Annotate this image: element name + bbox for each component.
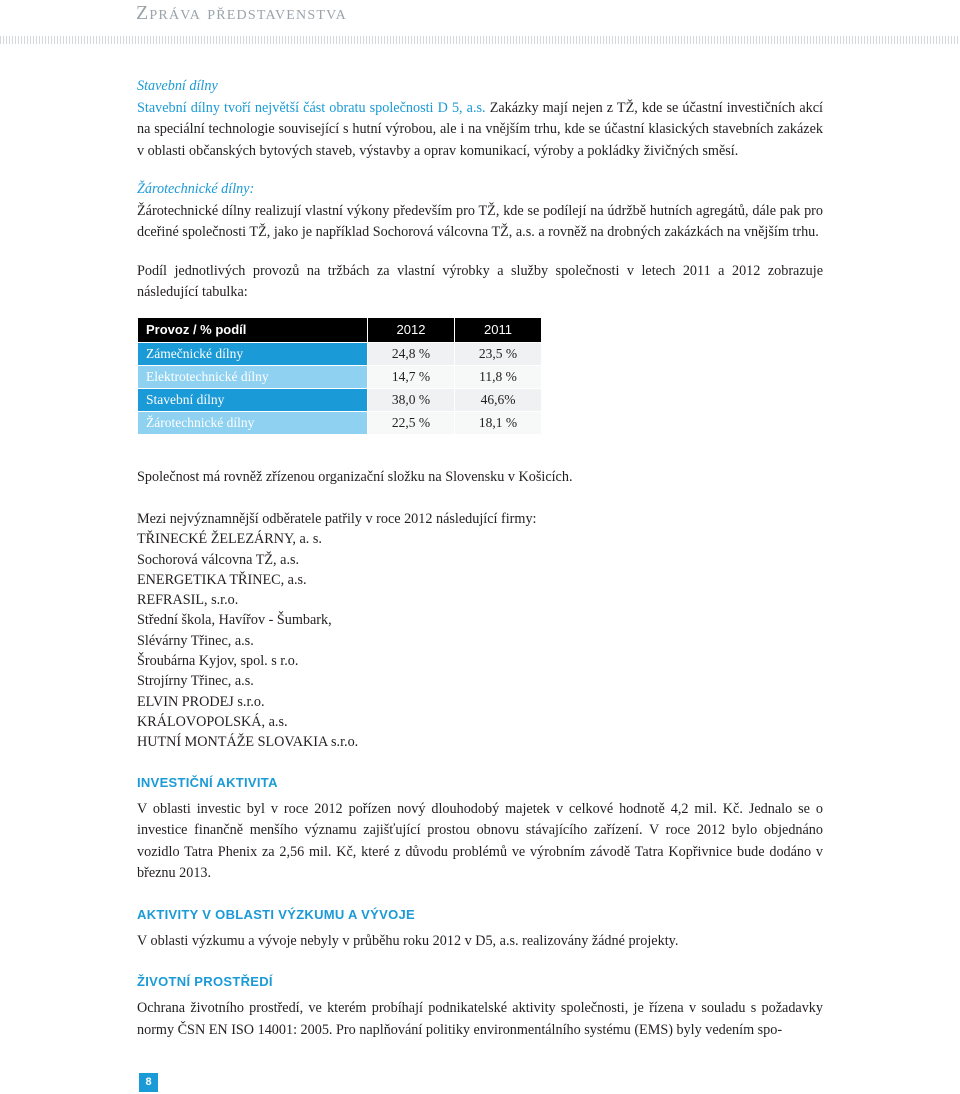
share-table-cell: 23,5 % <box>455 342 542 365</box>
page-content <box>137 76 823 1041</box>
share-table-header-cell: 2012 <box>368 317 455 342</box>
client-item: Střední škola, Havířov - Šumbark, <box>137 612 332 629</box>
client-item: Slévárny Třinec, a.s. <box>137 632 254 649</box>
share-table-row <box>138 365 542 388</box>
share-table-cell: 38,0 % <box>368 388 455 411</box>
zivotni-heading: ŽIVOTNÍ PROSTŘEDÍ <box>137 974 273 990</box>
investicni-heading: INVESTIČNÍ AKTIVITA <box>137 774 278 790</box>
share-table <box>137 317 542 435</box>
share-table-row <box>138 342 542 365</box>
zarotechnicke-text: Žárotechnické dílny realizují vlastní výkony především pro TŽ, kde se podílejí na údržbě hutních agregátů, dále pak pro dceřiné společnosti TŽ, jako je například Sochorová válcovna TŽ, a.s. a rovněž na drobných zakázkách na vnějším trhu. <box>137 202 823 240</box>
zivotni-text: Ochrana životního prostředí, ve kterém probíhají podnikatelské aktivity společnosti, je řízena v souladu s požadavky normy ČSN EN ISO 14001: 2005. Pro naplňování politiky environmentálního systému (EMS) byly vedením spo- <box>137 1000 823 1038</box>
stavebni-label: Stavební dílny <box>137 78 218 94</box>
vyzkum-heading: AKTIVITY V OBLASTI VÝZKUMU A VÝVOJE <box>137 906 415 922</box>
share-table-cell: 18,1 % <box>455 411 542 434</box>
share-table-cell: Stavební dílny <box>138 388 368 411</box>
share-table-cell: 22,5 % <box>368 411 455 434</box>
stavebni-text-rest: Zakázky mají nejen z TŽ, kde se účastní investičních akcí na speciální technologie související s hutní výrobou, ale i na vnějším trhu, kde se účastní klasických stavebních zakázek v oblasti občanských bytových staveb, výstavby a oprav komunikací, výroby a pokládky živičných směsí. <box>137 99 823 159</box>
section-stavebni <box>137 76 823 162</box>
header-rule <box>0 36 960 44</box>
share-table-header-cell: 2011 <box>455 317 542 342</box>
client-item: KRÁLOVOPOLSKÁ, a.s. <box>137 713 288 730</box>
client-item: Strojírny Třinec, a.s. <box>137 673 254 690</box>
stavebni-text <box>137 98 823 163</box>
slovakia-branch-text: Společnost má rovněž zřízenou organizační složku na Slovensku v Košicích. <box>137 468 573 485</box>
share-table-header-cell: Provoz / % podíl <box>138 317 368 342</box>
share-table-row <box>138 388 542 411</box>
share-table-header <box>138 317 542 342</box>
clients-section <box>137 509 823 753</box>
client-item: Sochorová válcovna TŽ, a.s. <box>137 551 300 568</box>
vyzkum-text: V oblasti výzkumu a vývoje nebyly v průběhu roku 2012 v D5, a.s. realizovány žádné projekty. <box>137 932 679 949</box>
investicni-text: V oblasti investic byl v roce 2012 pořízen nový dlouhodobý majetek v celkové hodnotě 4,2 mil. Kč. Jednalo se o investice finančně menšího významu zajišťující prostou obnovu stávajícího zařízení. V roce 2012 bylo objednáno vozidlo Tatra Phenix za 2,56 mil. Kč, které z důvodu problémů ve výrobním závodě Tatra Kopřivnice bude dodáno v březnu 2013. <box>137 800 823 882</box>
share-table-cell: 14,7 % <box>368 365 455 388</box>
client-item: Šroubárna Kyjov, spol. s r.o. <box>137 653 299 670</box>
share-table-row <box>138 411 542 434</box>
share-table-cell: 46,6% <box>455 388 542 411</box>
client-item: TŘINECKÉ ŽELEZÁRNY, a. s. <box>137 531 322 548</box>
zarotechnicke-label: Žárotechnické dílny: <box>137 181 255 197</box>
share-table-cell: Zámečnické dílny <box>138 342 368 365</box>
client-item: REFRASIL, s.r.o. <box>137 592 239 609</box>
share-table-cell: Žárotechnické dílny <box>138 411 368 434</box>
client-item: ENERGETIKA TŘINEC, a.s. <box>137 571 307 588</box>
stavebni-text-lead: Stavební dílny tvoří největší část obratu společnosti D 5, a.s. <box>137 99 490 116</box>
clients-intro: Mezi nejvýznamnější odběratele patřily v roce 2012 následující firmy: <box>137 511 537 527</box>
section-zarotechnicke <box>137 179 823 244</box>
page-header-title: Zpráva představenstva <box>136 2 347 24</box>
client-item: HUTNÍ MONTÁŽE SLOVAKIA s.r.o. <box>137 734 359 751</box>
share-table-cell: 11,8 % <box>455 365 542 388</box>
table-intro: Podíl jednotlivých provozů na tržbách za vlastní výrobky a služby společnosti v letech 2011 a 2012 zobrazuje následující tabulka: <box>137 262 823 300</box>
share-table-cell: 24,8 % <box>368 342 455 365</box>
share-table-cell: Elektrotechnické dílny <box>138 365 368 388</box>
client-item: ELVIN PRODEJ s.r.o. <box>137 693 265 710</box>
page-number-badge: 8 <box>139 1073 158 1092</box>
